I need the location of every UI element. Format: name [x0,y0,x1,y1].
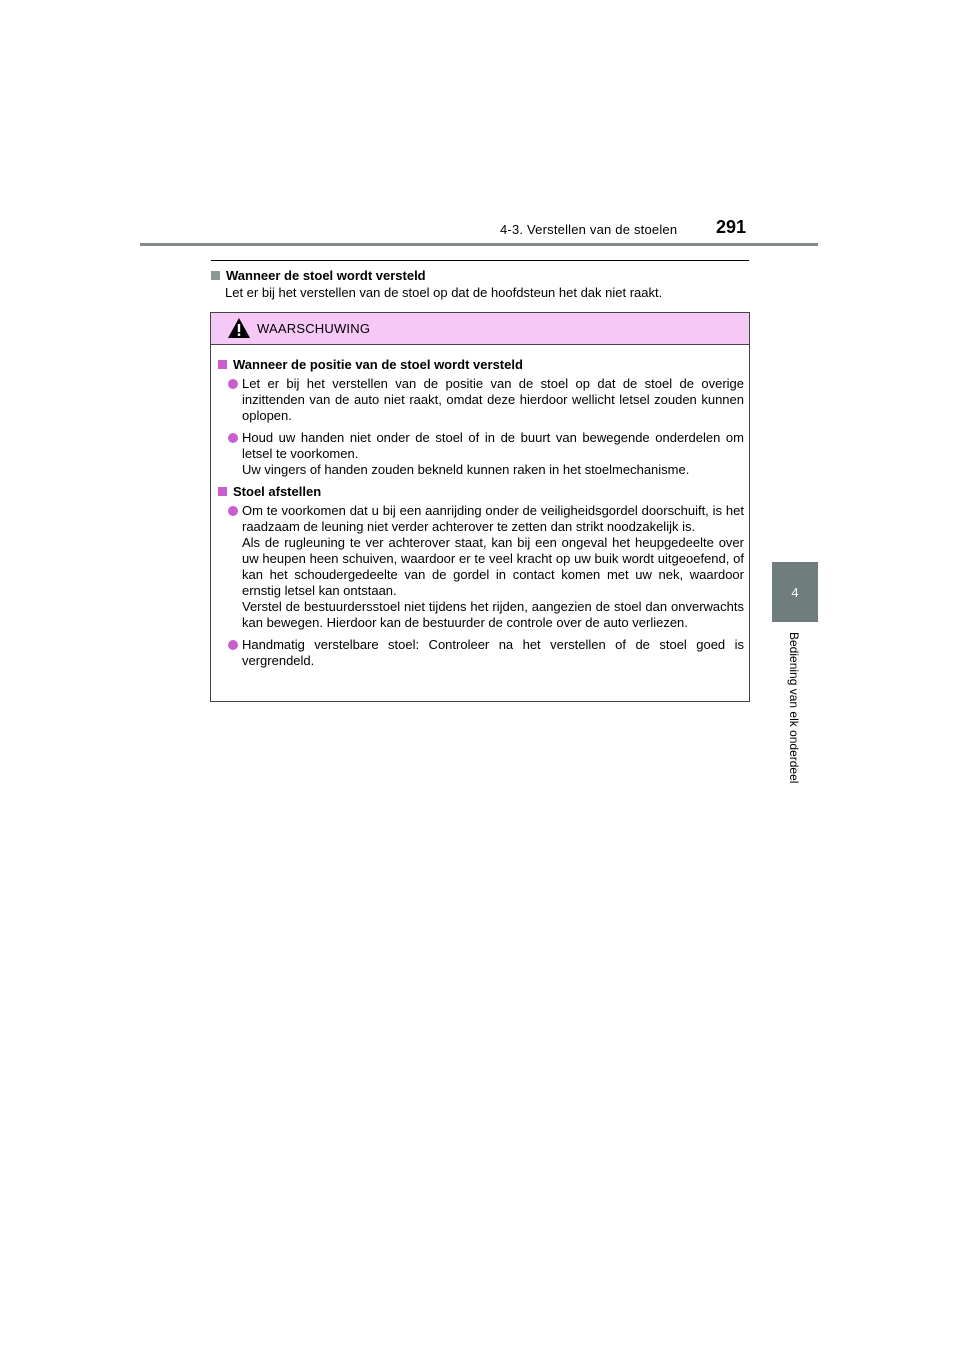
warning-body [211,345,749,669]
warning-bullet [218,430,744,478]
intro-heading: Wanneer de stoel wordt versteld [226,268,426,283]
bullet-text: Let er bij het verstellen van de positie van de stoel op dat de stoel de overige inzittenden van de auto niet raakt, omdat deze hierdoor wellicht letsel zouden kunnen oplopen. [242,376,744,423]
page-number: 291 [716,217,747,237]
bullet-text: Verstel de bestuurdersstoel niet tijdens het rijden, aangezien de stoel dan onverwachts kan bewegen. Hierdoor kan de bestuurder de controle over de auto verliezen. [242,599,744,630]
section-square-icon [218,487,227,496]
warning-bullet [218,376,744,424]
section-title: 4-3. Verstellen van de stoelen [500,222,678,237]
warning-box [210,312,750,702]
section-square-icon [211,271,220,280]
bullet-dot-icon [228,433,238,443]
warning-title: WAARSCHUWING [257,321,371,336]
bullet-text: Om te voorkomen dat u bij een aanrijding onder de veiligheidsgordel doorschuift, is het raadzaam de leuning niet verder achterover te zetten dan strikt noodzakelijk is. [242,503,744,534]
bullet-text: Houd uw handen niet onder de stoel of in de buurt van bewegende onderdelen om letsel te voorkomen. [242,430,744,461]
bullet-dot-icon [228,506,238,516]
intro-section [211,267,749,301]
bullet-text: Handmatig verstelbare stoel: Controleer na het verstellen of de stoel goed is vergrendeld. [242,637,744,668]
warning-header [211,313,749,345]
bullet-text: Als de rugleuning te ver achterover staat, kan bij een ongeval het heupgedeelte over uw heupen heen schuiven, waardoor er te veel kracht op uw buik wordt uitgeoefend, of kan het schoudergedeelte van de gordel in contact komen met uw nek, waardoor ernstig letsel kan ontstaan. [242,535,744,598]
warning-section [218,484,744,669]
intro-body: Let er bij het verstellen van de stoel op dat de hoofdsteun het dak niet raakt. [225,285,663,300]
warning-triangle-icon [227,317,251,339]
warning-bullet [218,637,744,669]
chapter-title: Bediening van elk onderdeel [787,632,801,784]
chapter-tab [772,562,818,622]
chapter-number: 4 [791,584,799,600]
section-square-icon [218,360,227,369]
warning-section-heading: Stoel afstellen [233,484,322,499]
warning-bullet [218,503,744,631]
header-divider [140,243,818,246]
content-divider [211,260,749,261]
warning-section [218,357,744,478]
warning-section-heading: Wanneer de positie van de stoel wordt versteld [233,357,523,372]
bullet-text: Uw vingers of handen zouden bekneld kunnen raken in het stoelmechanisme. [242,462,690,477]
bullet-dot-icon [228,379,238,389]
bullet-dot-icon [228,640,238,650]
